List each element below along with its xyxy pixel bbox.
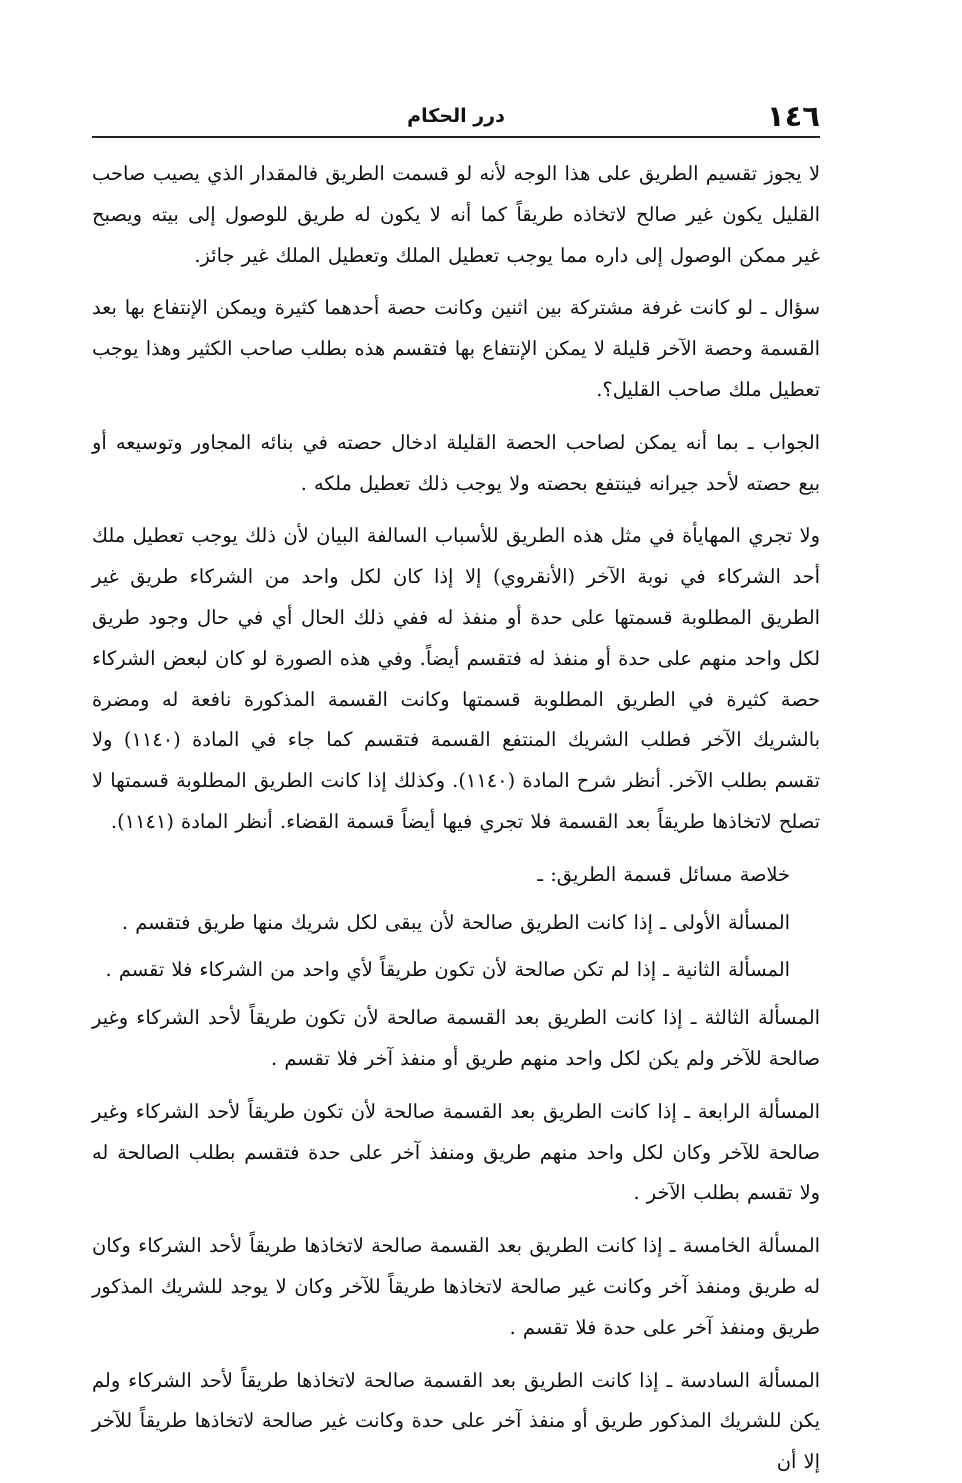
issue-fourth: المسألة الرابعة ـ إذا كانت الطريق بعد القسمة صالحة لأن تكون طريقاً لأحد الشركاء وغير صالحة للآخر وكان لكل واحد منهم طريق ومنفذ آخر على حدة فتقسم بطلب الصالحة له ولا تقسم بطلب الآخر . <box>92 1099 820 1205</box>
issue-fifth: المسألة الخامسة ـ إذا كانت الطريق بعد القسمة صالحة لاتخاذها طريقاً لأحد الشركاء وكان له طريق ومنفذ آخر وكانت غير صالحة لاتخاذها طريقاً للآخر وكان لا يوجد للشريك المذكور طريق ومنفذ آخر على حدة فلا تقسم . <box>92 1234 820 1339</box>
page-body <box>92 154 820 1483</box>
issue-second: المسألة الثانية ـ إذا لم تكن صالحة لأن تكون طريقاً لأي واحد من الشركاء فلا تقسم . <box>105 958 790 982</box>
paragraph-intro: لا يجوز تقسيم الطريق على هذا الوجه لأنه لو قسمت الطريق فالمقدار الذي يصيب صاحب القليل يكون غير صالح لاتخاذه طريقاً كما أنه لا يكون له طريق للوصول إلى بيته ويصبح غير ممكن الوصول إلى داره مما يوجب تعطيل الملك وتعطيل الملك غير جائز. <box>92 162 820 267</box>
page-header <box>92 92 820 138</box>
summary-heading: خلاصة مسائل قسمة الطريق: ـ <box>537 862 790 886</box>
book-page <box>92 92 821 1474</box>
issue-first: المسألة الأولى ـ إذا كانت الطريق صالحة لأن يبقى لكل شريك منها طريق فتقسم . <box>121 910 790 934</box>
paragraph-answer: الجواب ـ بما أنه يمكن لصاحب الحصة القليلة ادخال حصته في بنائه المجاور وتوسيعه أو بيع حصته لأحد جيرانه فينتفع بحصته ولا يوجب ذلك تعطيل ملكه . <box>92 430 820 495</box>
paragraph-question: سؤال ـ لو كانت غرفة مشتركة بين اثنين وكانت حصة أحدهما كثيرة ويمكن الإنتفاع بها بعد القسمة وحصة الآخر قليلة لا يمكن الإنتفاع بها فتقسم هذه بطلب صاحب الكثير وهذا يوجب تعطيل ملك صاحب القليل؟. <box>92 296 820 401</box>
running-title: درر الحكام <box>407 105 505 127</box>
paragraph-muhayaa: ولا تجري المهايأة في مثل هذه الطريق للأسباب السالفة البيان لأن ذلك يوجب تعطيل ملك أحد الشركاء في نوبة الآخر (الأنقروي) إلا إذا كان لكل واحد من الشركاء طريق غير الطريق المطلوبة قسمتها على حدة أو منفذ له ففي ذلك الحال أي في حال وجود طريق لكل واحد منهم على حدة أو منفذ له فتقسم أيضاً. وفي هذه الصورة لو كان لبعض الشركاء حصة كثيرة في الطريق المطلوبة قسمتها وكانت القسمة المذكورة نافعة له ومضرة بالشريك الآخر فطلب الشريك المنتفع القسمة فتقسم كما جاء في المادة (١١٤٠) ولا تقسم بطلب الآخر. أنظر شرح المادة (١١٤٠). وكذلك إذا كانت الطريق المطلوبة قسمتها لا تصلح لاتخاذها طريقاً بعد القسمة فلا تجري فيها أيضاً قسمة القضاء. أنظر المادة (١١٤١). <box>92 524 821 833</box>
issue-sixth: المسألة السادسة ـ إذا كانت الطريق بعد القسمة صالحة لاتخاذها طريقاً لأحد الشركاء ولم يكن للشريك المذكور طريق أو منفذ آخر على حدة وكانت غير صالحة لاتخاذها طريقاً للآخر إلا أن <box>92 1368 820 1474</box>
issue-third: المسألة الثالثة ـ إذا كانت الطريق بعد القسمة صالحة لأن تكون طريقاً لأحد الشركاء وغير صالحة للآخر ولم يكن لكل واحد منهم طريق أو منفذ آخر فلا تقسم . <box>92 1006 820 1070</box>
page-number: ١٤٦ <box>766 99 820 133</box>
